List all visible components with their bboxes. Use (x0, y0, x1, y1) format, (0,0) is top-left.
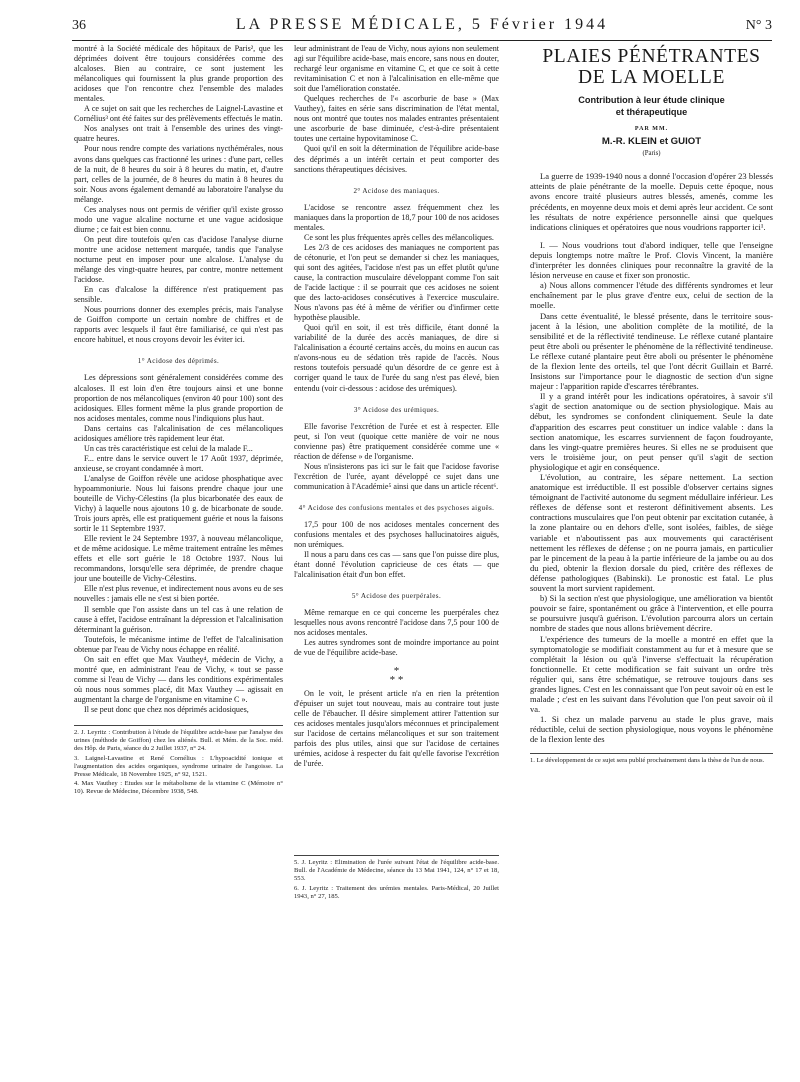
paragraph: Elle revient le 24 Septembre 1937, à nouveau mélancolique, et de même acidosique. Le même traitement entraîne les mêmes effets et elle sort guérie le 18 Octobre 1937. Nous lui recommandons, lorsqu'elle sera déprimée, de prendre chaque jour une bouteille de Vichy-Célestins. (74, 534, 283, 584)
article-subtitle-line: et thérapeutique (615, 107, 688, 117)
column-1 (74, 44, 283, 1070)
byline-par: PAR MM. (634, 126, 669, 132)
paragraph: Nous pourrions donner des exemples précis, mais l'analyse de Goiffon comporte un certain nombre de chiffres et de rapports avec lesquels il faut être familiarisé, ce qui n'est pas encore habituel, et nous croyons devoir les éviter ici. (74, 305, 283, 345)
journal-title: LA PRESSE MÉDICALE, 5 Février 1944 (235, 16, 609, 33)
paragraph: Elle favorise l'excrétion de l'urée et est à respecter. Elle peut, si l'on veut (quoique cette manière de voir ne nous convienne pas) être pratiquement considérée comme une « réaction de défense » de l'organisme. (294, 421, 499, 461)
footnote: 2. J. Leyritz : Contribution à l'étude de l'équilibre acide-base par l'analyse des urines (méthode de Goiffon) chez les aliénés. Bull. et Mém. de la Soc. méd. des Hôp. de Paris, séance du 2 Juillet 1937, n° 24. (74, 729, 283, 753)
paragraph: Quoi qu'il en soit la détermination de l'équilibre acide-base des déprimés a un intérêt certain et peut comporter des sanctions thérapeutiques décisives. (294, 144, 499, 174)
paragraph: Il y a grand intérêt pour les indications opératoires, à savoir s'il s'agit de section anatomique ou de section physiologique. Mais au début, les syndromes se confondent cliniquement. Seule la date d'apparition des escarres peut constituer un indice valable : dans la section anatomique, les escarres surviennent de façon foudroyante, dans les vingt-quatre premières heures. Si elles ne se produisent que vers le troisième jour, on peut penser qu'il s'agit de section physiologique et agir en conséquence. (530, 391, 773, 472)
paragraph: L'évolution, au contraire, les sépare nettement. La section anatomique est irréductible. Il est possible d'observer certains signes témoignant de l'activité autonome du segment médullaire inférieur. Les réflexes de défense sont et resteront définitivement absents. Les contractions musculaires que l'on peut obtenir par excitation cutanée, à la zone plantaire ou en dehors d'elle, sont isolées, faibles, de siège variable et n'aboutissent pas aux mouvements qui caractérisent nettement les réflexes de défense ; on ne pourra jamais, en particulier par le pincement de la peau à la partie inférieure de la jambe ou au dos du pied, obtenir la flexion dorsale du pied, critère des réflexes de défense pathologiques (Babinski). Le pronostic est fatal. Le plus souvent la mort survient rapidement. (530, 472, 773, 594)
paragraph: L'acidose se rencontre assez fréquemment chez les maniaques dans la proportion de 18,7 pour 100 de nos acidoses mentales. (294, 202, 499, 232)
paragraph: I. — Nous voudrions tout d'abord indiquer, telle que l'enseigne depuis longtemps notre maître le Prof. Clovis Vincent, la manière d'interpréter les données cliniques pour reconnaître la gravité de la lésion nerveuse en cause et fixer son pronostic. (530, 239, 773, 281)
footnote: 1. Le développement de ce sujet sera publié prochainement dans la thèse de l'un de nous. (530, 753, 773, 765)
paragraph: Les autres syndromes sont de moindre importance au point de vue de l'équilibre acide-base. (294, 638, 499, 658)
paragraph: Les 2/3 de ces acidoses des maniaques ne comportent pas de cétonurie, et l'on peut se demander si chez les maniaques, qui sont des agitées, l'acidose n'est pas un effet plutôt qu'une cause, la contraction musculaire développant comme l'on sait de l'acide lactique : il se pourrait que ces acidoses ne soient que des lacto-acidoses consécutives à l'exercice musculaire. Nous n'avons pas été à même de vérifier ou d'infirmer cette hypothèse plausible. (294, 242, 499, 323)
paragraph: Ces analyses nous ont permis de vérifier qu'il existe grosso modo une vague alcaline nocturne et une vague acidosique diurne ; ce fait est bien connu. (74, 204, 283, 234)
footnote: 6. J. Leyritz : Traitement des urémies mentales. Paris-Médical, 20 Juillet 1943, n° 27, 185. (294, 884, 499, 900)
paragraph: Pour nous rendre compte des variations nycthémérales, nous avons dans quelques cas fractionné les urines : d'une part, celles de la nuit, de 8 heures du soir à 8 heures du matin, et, d'autre part, celles de la journée, de 8 heures du matin à 8 heures du soir. Nous avons également demandé au laboratoire l'analyse du mélange. (74, 144, 283, 204)
paragraph: montré à la Société médicale des hôpitaux de Paris², que les déprimées doivent être toujours considérées comme des alcaloses. Bien au contraire, ce sont justement les mélancoliques qui fournissent la plus grande proportion des acidoses que l'on rencontre chez l'ensemble des malades mentales. (74, 44, 283, 104)
paragraph: Dans certains cas l'alcalinisation de ces mélancoliques acidosiques améliore très rapidement leur état. (74, 423, 283, 443)
issue-number: N° 3 (745, 18, 772, 33)
paragraph: Les dépressions sont généralement considérées comme des alcaloses. Il est loin d'en être toujours ainsi et une bonne proportion de nos mélancoliques (environ 40 pour 100) sont des acidosiques. Elles forment même la plus grande proportion de nos acidoses mentales, comme nous l'indiquions plus haut. (74, 373, 283, 423)
paragraph: Nous n'insisterons pas ici sur le fait que l'acidose favorise l'excrétion de l'urée, ayant développé ce sujet dans une communication à l'Académie⁵ ainsi que dans un article récent⁶. (294, 461, 499, 491)
paragraph: F... entre dans le service ouvert le 17 Août 1937, déprimée, anxieuse, se croyant condamnée à mort. (74, 453, 283, 473)
section-heading: 1° Acidose des déprimés. (137, 357, 220, 366)
paragraph: a) Nous allons commencer l'étude des différents syndromes et leur enchaînement par le plus grave d'entre eux, celui de section de la moelle. (530, 280, 773, 311)
footnote: 5. J. Leyritz : Elimination de l'urée suivant l'état de l'équilibre acide-base. Bull. de l'Académie de Médecine, séance du 13 Mai 1941, 124, n° 17 et 18, 553. (294, 858, 499, 883)
header-rule (72, 40, 772, 41)
section-separator: * * * (389, 664, 404, 686)
article-subtitle-line: Contribution à leur étude clinique (578, 95, 725, 105)
paragraph: La guerre de 1939-1940 nous a donné l'occasion d'opérer 23 blessés atteints de plaie pénétrante de la moelle. Depuis cette époque, nous avons encore traité plusieurs autres blessés, amenés, comme les précédents, en moyenne deux mois et demi après leur accident. Ce sont les résultats de notre expérience personnelle ainsi que quelques indications cliniques et opératoires que nous voudrions rapporter ici¹. (530, 171, 773, 232)
footnotes (74, 725, 283, 797)
section-heading: 3° Acidose des urémiques. (353, 405, 440, 414)
paragraph: En cas d'alcalose la différence n'est pratiquement pas sensible. (74, 285, 283, 305)
article-title-line: PLAIES PÉNÉTRANTES (542, 46, 761, 67)
paragraph: On peut dire toutefois qu'en cas d'acidose l'analyse diurne montre une acidose nettement marquée, tandis que l'analyse nocturne peut en imposer pour une alcalose. L'analyse du mélange des vingt-quatre heures, par contre, montre nettement l'acidose. (74, 234, 283, 285)
paragraph: On le voit, le présent article n'a en rien la prétention d'épuiser un sujet tout nouveau, mais au contraire tout juste celle de l'ébaucher. Il désire simplement attirer l'attention sur ces acidoses mentales jusqu'alors méconnues et principalement sur l'acidose de certains mélancoliques et sur son traitement parfois des plus utiles, ainsi que sur l'acidose de certaines urémies, acidose à respecter du fait qu'elle favorise l'excrétion de l'urée. (294, 688, 499, 768)
paragraph: leur administrant de l'eau de Vichy, nous ayions non seulement agi sur l'équilibre acide-base, mais encore, sans nous en douter, rechargé leur organisme en vitamine C, et que ce soit à cette revitaminisation C et non à l'alcalinisation en elle-même que soit due l'amélioration constatée. (294, 44, 499, 94)
paragraph: Elle n'est plus revenue, et indirectement nous avons eu de ses nouvelles : jamais elle ne s'est si bien portée. (74, 584, 283, 604)
paragraph: Un cas très caractéristique est celui de la malade F... (84, 443, 253, 453)
paragraph: Il semble que l'on assiste dans un tel cas à une relation de cause à effet, l'acidose entraînant la dépression et l'alcalinisation déterminant la guérison. (74, 604, 283, 634)
paragraph: Quoi qu'il en soit, il est très difficile, étant donné la variabilité de la durée des accès maniaques, de dire si l'alcalinisation a écourté certains accès, du moins en aucun cas n'avons-nous eu de sédation très rapide de l'accès. Nous restons toutefois persuadé qu'un désordre de ce genre est à corriger quand le taux de l'urée du sang n'est pas élevé, bien entendu (voir ci-dessous : acidose des urémiques). (294, 323, 499, 393)
column-2 (294, 44, 499, 1070)
article-title (530, 46, 773, 88)
article-authors: M.-R. KLEIN et GUIOT (601, 136, 702, 148)
footnote: 4. Max Vauthey : Etudes sur le métabolisme de la vitamine C (Mémoire n° 10). Revue de Médecine, Décembre 1938, 548. (74, 780, 283, 796)
paragraph: Il se peut donc que chez nos déprimés acidosiques, (84, 705, 249, 714)
paragraph: Toutefois, le mécanisme intime de l'effet de l'alcalinisation obtenue par l'eau de Vichy nous échappe en réalité. (74, 634, 283, 654)
paragraph: L'analyse de Goiffon révèle une acidose phosphatique avec hypoammoniurie. Nous lui faisons prendre chaque jour une bouteille de Vichy-Célestins (la plus bicarbonatée des eaux de Vichy) à laquelle nous ajoutons 10 g. de bicarbonate de soude. Trois jours après, elle est pratiquement guérie et nous la faisons sortir le 11 Septembre 1937. (74, 473, 283, 534)
paragraph: Dans cette éventualité, le blessé présente, dans le territoire sous-jacent à la lésion, une abolition complète de la motilité, de la sensibilité et de la réflectivité tendineuse. Le réflexe cutané plantaire peut être aboli ou présenter le phénomène de la réflectivité tendineuse. Le réflexe cutané plantaire peut être aboli ou présenter le phénomène de la flexion lente des orteils, tel que l'ont décrit Guillain et Barré. Insistons sur l'importance pour le diagnostic de section d'un signe majeur : l'apparition rapide d'escarres térébrantes. (530, 310, 773, 392)
column-3 (530, 44, 773, 1070)
paragraph: Il nous a paru dans ces cas — sans que l'on puisse dire plus, étant donné l'évolution capricieuse de ces états — que l'alcalinisation était d'un bon effet. (294, 550, 499, 580)
paragraph: Même remarque en ce qui concerne les puerpérales chez lesquelles nous avons rencontré l'acidose dans 7,5 pour 100 de nos acidoses mentales. (294, 608, 499, 638)
article-title-line: DE LA MOELLE (578, 67, 725, 88)
paragraph: Ce sont les plus fréquentes après celles des mélancoliques. (304, 232, 494, 242)
footnote: 3. Laignel-Lavastine et René Cornélius : L'hypoacidité ionique et l'augmentation des acides organiques, syndrome urinaire de l'angoisse. La Presse Médicale, 18 Novembre 1925, n° 92, 1521. (74, 754, 283, 779)
section-heading: 4° Acidose des confusions mentales et des psychoses aiguës. (298, 503, 495, 512)
paragraph: L'expérience des tumeurs de la moelle a montré en effet que la symptomatologie se modifiait constamment au fur et à mesure que se complétait la lésion ou qu'à l'inverse s'effectuait la récupération fonctionnelle. Et cette modification se fait suivant un ordre très régulier qui, sans être schématique, se retrouve toujours dans ses grandes lignes. C'est en les connaissant que l'on peut savoir où en est le malade ; c'est en les suivant dans l'évolution que l'on peut savoir où il va. (530, 633, 773, 715)
article-subtitle (530, 94, 773, 118)
footnotes (294, 855, 499, 901)
paragraph: 1. Si chez un malade parvenu au stade le plus grave, mais réductible, celui de section physiologique, nous voyons le phénomène de la flexion lente des (530, 714, 773, 745)
page-header (72, 14, 772, 40)
section-heading: 5° Acidose des puerpérales. (351, 592, 442, 601)
paragraph: On sait en effet que Max Vauthey⁴, médecin de Vichy, a montré que, en administrant l'eau de Vichy, « tout se passe comme si l'eau de Vichy — dans les conditions expérimentales où nous nous sommes placé, dit Max Vauthey — agissait en augmentant la charge de l'organisme en vitamine C ». (74, 654, 283, 704)
section-heading: 2° Acidose des maniaques. (353, 186, 440, 195)
page-number: 36 (72, 18, 86, 33)
paragraph: Quelques recherches de l'« ascorburie de base » (Max Vauthey), faites en série sans discrimination de l'état mental, nous ont montré que toutes nos malades entrantes présentaient une ascorburie de base diminuée, c'est-à-dire présentaient toutes une certaine hypovitaminose C. (294, 94, 499, 144)
paragraph: A ce sujet on sait que les recherches de Laignel-Lavastine et Cornélius³ ont été faites sur des prélèvements effectués le matin. (74, 104, 283, 124)
author-location: (Paris) (642, 150, 661, 158)
paragraph: Nos analyses ont trait à l'ensemble des urines des vingt-quatre heures. (74, 124, 283, 144)
paragraph: b) Si la section n'est que physiologique, une amélioration va bientôt pouvoir se faire, spontanément ou grâce à l'intervention, et elle pourra se poursuivre jusqu'à guérison. L'évolution parcourra alors un certain nombre de stades que nous allons brièvement décrire. (530, 593, 773, 634)
paragraph: 17,5 pour 100 de nos acidoses mentales concernent des confusions mentales et des psychoses hallucinatoires aiguës, non urémiques. (294, 519, 499, 550)
